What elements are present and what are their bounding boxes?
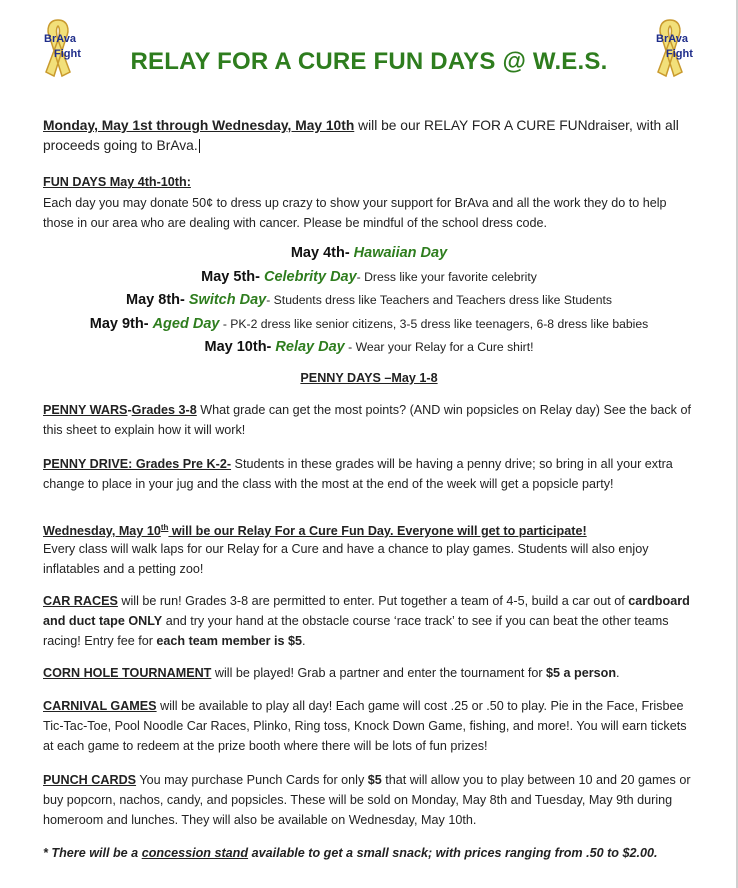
penny-wars-text: What grade can get the most points? (AND win popsicles on Relay day) See the back of this sheet to explain how it will work! — [43, 403, 691, 437]
corn-hole-text-2: . — [616, 666, 620, 680]
day-theme: Relay Day — [275, 339, 345, 355]
fun-days-text: Each day you may donate 50¢ to dress up crazy to show your support for BrAva and all the work they do to help those in our area who are dealing with cancer. Please be mindful of the school dress code. — [43, 196, 667, 230]
day-row — [0, 266, 738, 288]
punch-text-2: that will allow you to play between 10 and 20 games or buy popcorn, nachos, candy, and popsicles. These will be sold on Monday, May 8th and Tuesday, May 9th during homeroom and lunches. They will also be available on Wednesday, May 10th. — [43, 773, 691, 827]
car-races-text-2: and try your hand at the obstacle course ‘race track’ to see if you can beat the other teams racing! Entry fee for — [43, 614, 669, 648]
day-row — [0, 289, 738, 311]
penny-wars-grades: Grades 3-8 — [131, 403, 197, 417]
logo-text-fight: Fight — [54, 48, 81, 60]
intro-paragraph — [43, 116, 693, 156]
fun-day-heading-sup: th — [160, 523, 169, 532]
penny-wars-label: PENNY WARS — [43, 403, 128, 417]
day-desc: - PK-2 dress like senior citizens, 3-5 dress like teenagers, 6-8 dress like babies — [219, 317, 649, 331]
footnote-a: * There will be a — [43, 846, 142, 860]
page-title: RELAY FOR A CURE FUN DAYS @ W.E.S. — [130, 48, 608, 75]
day-row — [0, 242, 738, 264]
day-theme: Celebrity Day — [263, 269, 357, 285]
car-races-bold-1: cardboard and duct tape ONLY — [43, 594, 690, 628]
intro-dates: Monday, May 1st through Wednesday, May 10th — [43, 118, 355, 133]
fun-day-heading-b: will be our Relay For a Cure Fun Day. Everyone will get to participate! — [168, 524, 587, 539]
corn-hole-paragraph — [43, 663, 693, 683]
day-desc: - Students dress like Teachers and Teachers dress like Students — [266, 293, 612, 307]
carnival-text: will be available to play all day! Each game will cost .25 or .50 to play. Pie in the Face, Frisbee Tic-Tac-Toe, Pool Noodle Car Races, Plinko, Ring toss, Knock Down Game, fishing, and more!. You will earn tickets at each game to redeem at the prize booth where there will be lots of fun prizes! — [43, 699, 687, 753]
fun-day-heading-a: Wednesday, May 10 — [43, 524, 161, 539]
fun-days-heading-line — [43, 172, 693, 192]
footnote — [43, 843, 693, 863]
day-row — [0, 313, 738, 335]
logo-text-brava: BrAva — [656, 33, 688, 45]
penny-days-heading: PENNY DAYS –May 1-8 — [300, 371, 438, 385]
day-date: May 5th- — [201, 269, 264, 285]
day-date: May 9th- — [89, 316, 153, 332]
day-theme: Hawaiian Day — [353, 245, 448, 261]
penny-wars-paragraph — [43, 400, 693, 440]
intro-text: will be our RELAY FOR A CURE FUNdraiser, with all proceeds going to BrAva. — [43, 118, 679, 153]
day-row — [0, 336, 738, 358]
punch-text-1: You may purchase Punch Cards for only — [136, 773, 368, 787]
penny-drive-text: Students in these grades will be having a penny drive; so bring in all your extra change to place in your jug and the class with the most at the end of the week will get a popsicle party! — [43, 457, 673, 491]
car-races-paragraph — [43, 591, 693, 651]
day-theme: Switch Day — [188, 292, 267, 308]
car-races-text-1: will be run! Grades 3-8 are permitted to enter. Put together a team of 4-5, build a car out of — [117, 594, 629, 608]
car-races-bold-2: each team member is $5 — [156, 634, 303, 648]
day-theme: Aged Day — [152, 316, 220, 332]
logo-text-fight: Fight — [666, 48, 693, 60]
corn-hole-label: CORN HOLE TOURNAMENT — [43, 666, 212, 680]
punch-bold: $5 — [367, 773, 382, 787]
car-races-text-3: . — [302, 634, 306, 648]
fun-day-text: Every class will walk laps for our Relay for a Cure and have a chance to play games. Students will also enjoy inflatables and a petting zoo! — [43, 542, 649, 576]
logo-text-brava: BrAva — [44, 33, 76, 45]
corn-hole-bold: $5 a person — [546, 666, 617, 680]
day-desc: - Dress like your favorite celebrity — [356, 270, 537, 284]
punch-cards-label: PUNCH CARDS — [43, 773, 137, 787]
footnote-concession: concession stand — [141, 846, 249, 860]
text-cursor — [199, 139, 200, 153]
day-desc: - Wear your Relay for a Cure shirt! — [344, 340, 534, 354]
carnival-label: CARNIVAL GAMES — [43, 699, 157, 713]
penny-wars-sep: - — [127, 403, 132, 417]
fun-day-heading-line — [43, 518, 693, 541]
day-date: May 4th- — [290, 245, 354, 261]
penny-drive-paragraph — [43, 454, 693, 494]
punch-cards-paragraph — [43, 770, 693, 830]
penny-days-heading-line — [0, 367, 738, 389]
carnival-paragraph — [43, 696, 693, 756]
day-date: May 10th- — [204, 339, 276, 355]
footnote-b: available to get a small snack; with prices ranging from .50 to $2.00. — [248, 846, 658, 860]
corn-hole-text-1: will be played! Grab a partner and enter the tournament for — [211, 666, 547, 680]
fun-days-heading: FUN DAYS May 4th-10th: — [43, 175, 191, 189]
penny-drive-label: PENNY DRIVE: Grades Pre K-2- — [43, 457, 232, 471]
day-date: May 8th- — [126, 292, 189, 308]
car-races-label: CAR RACES — [43, 594, 118, 608]
